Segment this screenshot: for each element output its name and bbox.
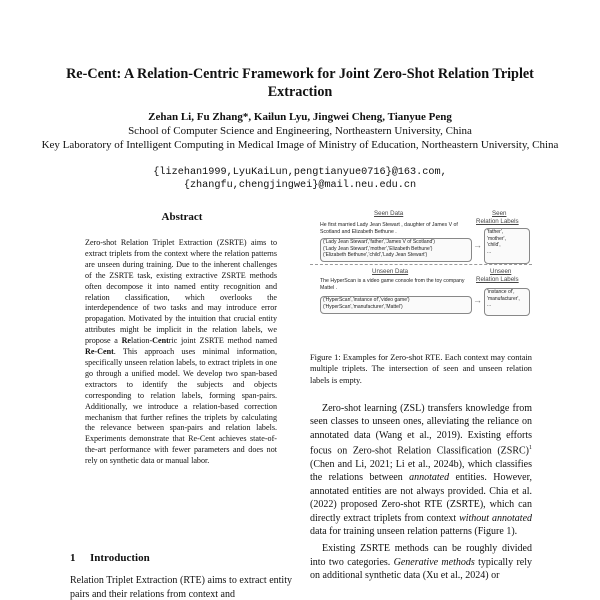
text-run: entities. However, annotated entities are not always provided. Chia et al. (2022) proposed Zero-shot RTE (ZSRTE), which can directly extract triplets from context (310, 472, 532, 524)
arrow-icon: → (473, 240, 482, 250)
italic-run: without annotated (459, 512, 533, 524)
unseen-label: 'manufacturer', (487, 295, 520, 302)
unseen-triplet: ('HyperScan','manufacturer','Mattel') (323, 303, 403, 310)
abstract-re: Re (121, 336, 132, 346)
email-line-1: {lizehan1999,LyuKaiLun,pengtianyue0716}@163.com, (153, 167, 447, 178)
abstract-cent: Cent (152, 336, 169, 346)
unseen-rel-label-1: Unseen (490, 268, 512, 275)
seen-label: 'mother', (487, 235, 506, 242)
figure-divider (310, 264, 532, 265)
affiliation-1: School of Computer Science and Engineering, Northeastern University, China (128, 125, 472, 137)
seen-label: ... (487, 248, 492, 255)
section-number: 1 (70, 552, 76, 564)
unseen-triplet: ('HyperScan','instance of','video game') (323, 297, 410, 303)
italic-run: Generative methods (393, 556, 475, 568)
paper-title: Re-Cent: A Relation-Centric Framework for Joint Zero-Shot Relation Triplet Extraction (66, 66, 534, 100)
unseen-rel-label-2: Relation Labels (476, 276, 519, 283)
abstract-text-3: . This approach uses minimal information, specifically unseen relation labels, to extract triplets in one go through a unified model. We develop two span-based extractors to identify the subjects and objects corresponding to relation labels, forming span-pairs. Additionally, we introduce a relation-based correction mechanism that further refines the triplets by calculating the relevance between span-pairs and relation labels. Experiments demonstrate that Re-Cent achieves state-of-the-art performance with fewer parameters and does not rely on synthetic data or manual labor. (85, 347, 277, 466)
intro-paragraph: Relation Triplet Extraction (RTE) aims to extract entity pairs and their relations from context and (70, 575, 292, 600)
seen-rel-label-1: Seen (492, 210, 507, 217)
email-line-2: {zhangfu,chengjingwei}@mail.neu.edu.cn (183, 180, 417, 191)
arrow-icon: → (473, 295, 482, 305)
section-heading (70, 552, 150, 564)
abstract-method-name: Re-Cent (85, 347, 114, 357)
seen-triplet-box (320, 238, 472, 262)
seen-label: 'child', (487, 242, 501, 249)
text-run: (Chen and Li, 2021; Li et al., 2024b), which classifies the relations between (310, 458, 532, 484)
italic-run: annotated (409, 472, 450, 484)
text-run: data for training unseen relation patterns (Figure 1). (310, 525, 518, 537)
abstract-body (85, 238, 277, 467)
section-title: Introduction (90, 552, 150, 564)
seen-label-box (484, 228, 530, 264)
author-list: Zehan Li, Fu Zhang*, Kailun Lyu, Jingwei Cheng, Tianyue Peng (148, 111, 452, 123)
seen-context: He first married Lady Jean Stewart , daughter of James V of Scotland and Elizabeth Bethune . (320, 222, 458, 235)
text-run: Existing ZSRTE methods can be roughly divided into two categories. (310, 543, 532, 568)
unseen-data-label: Unseen Data (372, 268, 409, 275)
paragraph-zsl (310, 402, 532, 538)
paragraph-methods (310, 542, 532, 582)
seen-triplet: ('Elizabeth Bethune','child','Lady Jean Stewart') (323, 252, 428, 259)
right-column-text (310, 402, 532, 583)
unseen-label: ... (487, 302, 492, 309)
abstract-text-1: Zero-shot Relation Triplet Extraction (ZSRTE) aims to extract triplets from the context where the relation patterns are unseen during training. Due to the inherent challenges of the ZSRTE task, existing extractive ZSRTE methods often decompose it into named entity recognition and relation classification, which overlooks the interdependence of two tasks and may introduce error propagation. Motivated by the intuition that crucial entity attributes might be implicit in the relation labels, we propose a (85, 238, 277, 346)
seen-label: 'father', (487, 229, 504, 235)
unseen-context: The HyperScan is a video game console from the toy company Mattel . (320, 278, 465, 291)
abstract-lation: lation- (131, 336, 153, 346)
seen-triplet: ('Lady Jean Stewart','father','James V of Scotland') (323, 239, 435, 245)
seen-rel-label-2: Relation Labels (476, 218, 519, 225)
abstract-heading: Abstract (161, 211, 203, 223)
abstract-text-2: ric joint ZSRTE method named (168, 336, 277, 346)
unseen-triplet-box (320, 296, 472, 314)
figure-caption: Figure 1: Examples for Zero-shot RTE. Each context may contain multiple triplets. The intersection of seen and unseen relation labels is empty. (310, 353, 532, 385)
text-run: typically rely on additional synthetic data (Xu et al., 2024) or (310, 556, 532, 582)
text-run: Zero-shot learning (ZSL) transfers knowledge from seen classes to unseen ones, alleviating the reliance on annotated data (Wang et al., 2019). Existing efforts focus on Zero-shot Relation Classification (ZSRC) (310, 403, 532, 457)
seen-triplet: ('Lady Jean Stewart','mother','Elizabeth Bethune') (323, 245, 433, 252)
seen-data-label: Seen Data (374, 210, 404, 217)
affiliation-2: Key Laboratory of Intelligent Computing in Medical Image of Ministry of Education, Northeastern University, China (41, 139, 559, 151)
unseen-label: 'instance of', (487, 289, 515, 295)
footnote-marker: 1 (529, 445, 532, 452)
intro-text (70, 574, 292, 600)
unseen-label-box (484, 288, 530, 316)
figure-1 (310, 210, 532, 330)
